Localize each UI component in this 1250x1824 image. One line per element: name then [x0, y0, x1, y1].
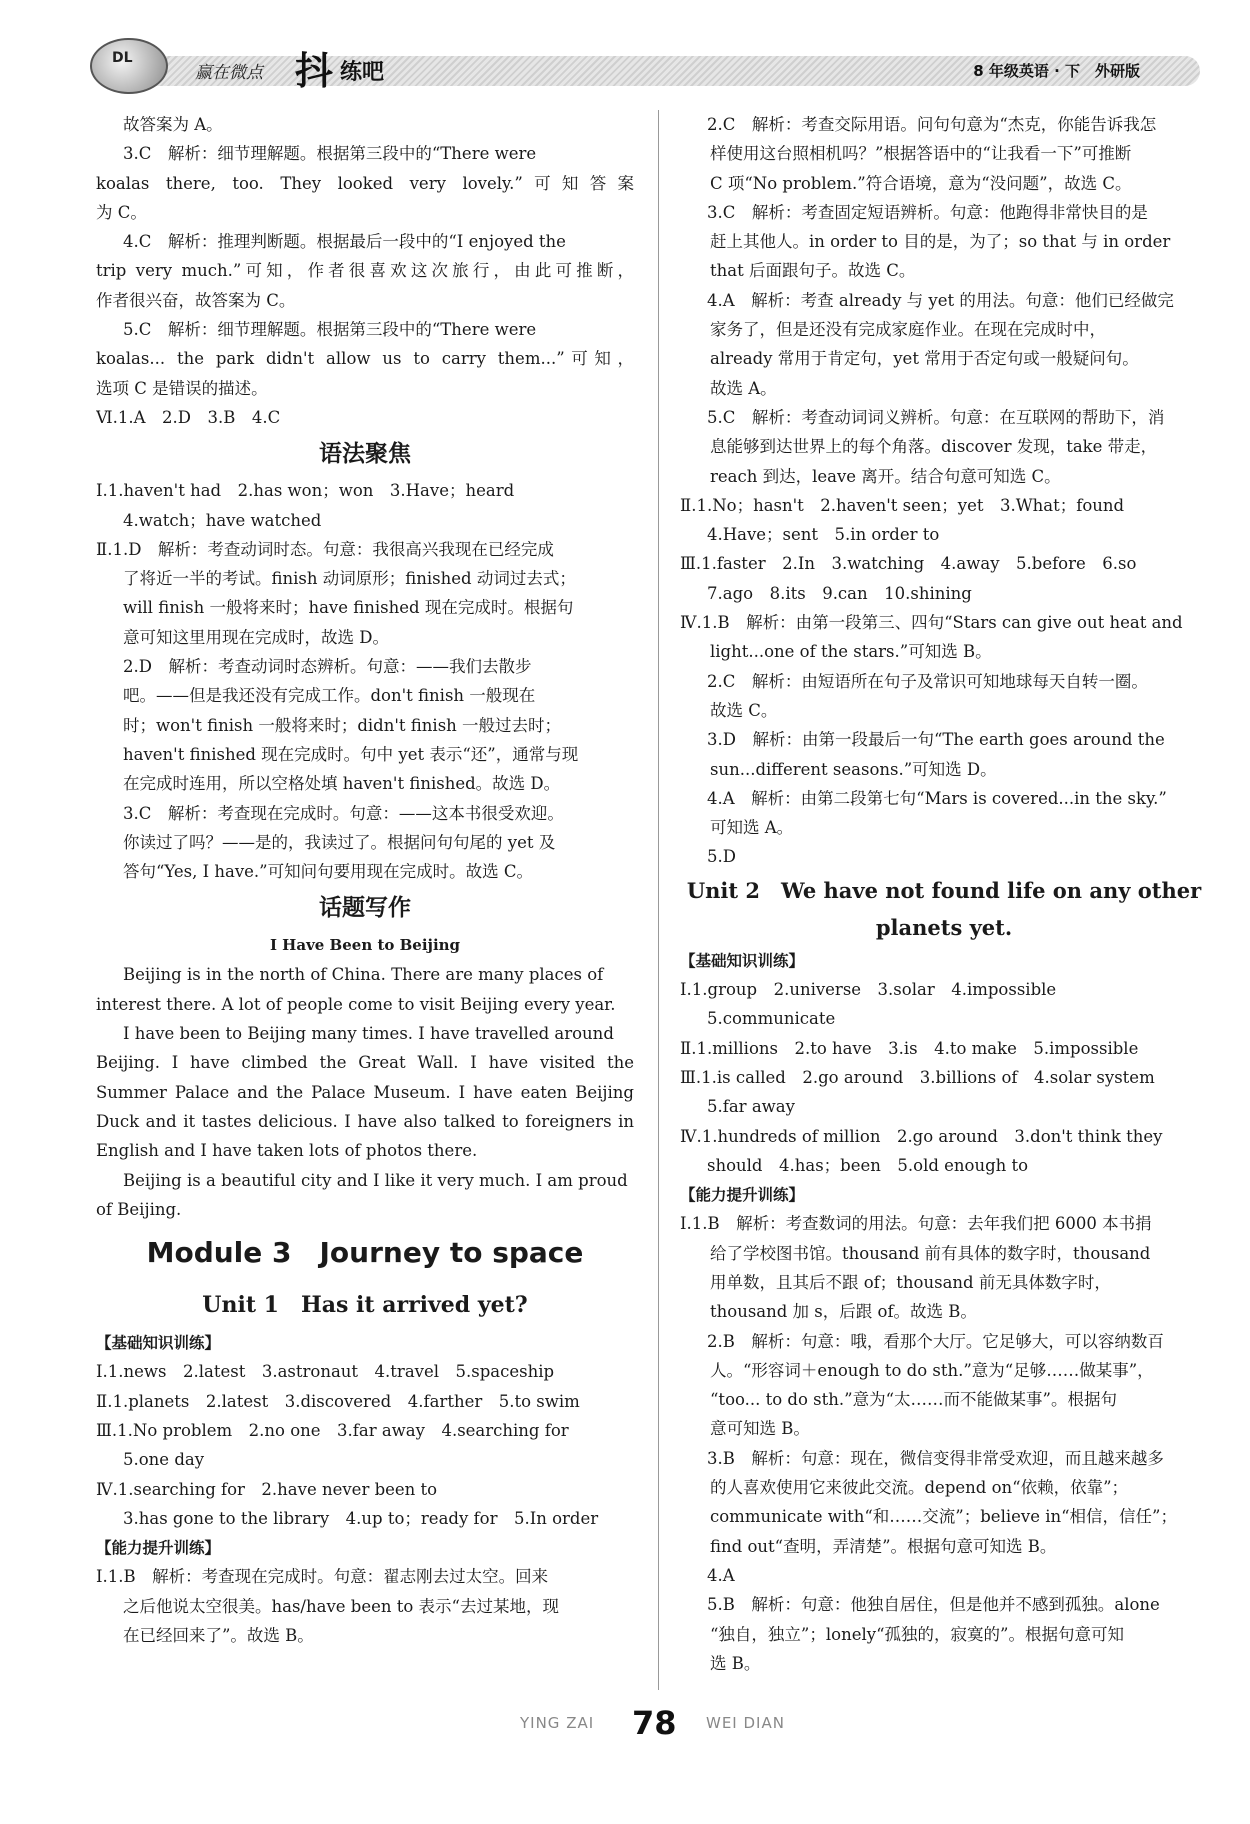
text-line: 3.has gone to the library 4.up to；ready for 5.In order: [123, 1508, 599, 1528]
header-slogan: 赢在微点: [195, 63, 263, 83]
text-line: 2.C 解析：考查交际用语。问句句意为“杰克，你能告诉我怎: [707, 115, 1157, 134]
text-line: 时；won't finish 一般将来时；didn't finish 一般过去时；: [123, 715, 562, 735]
text-line: 人。“形容词＋enough to do sth.”意为“足够……做某事”，: [710, 1360, 1154, 1380]
subsection-label: 【基础知识训练】: [96, 1333, 221, 1353]
text-line: 家务了，但是还没有完成家庭作业。在现在完成时中，: [710, 320, 1106, 340]
text-line: 用单数，且其后不跟 of；thousand 前无具体数字时，: [710, 1272, 1111, 1292]
text-line: 3.C 解析：考查固定短语辨析。句意：他跑得非常快目的是: [707, 202, 1148, 222]
section-title: 语法聚焦: [319, 440, 411, 468]
text-line: “独自，独立”；lonely“孤独的，寂寞的”。根据句意可知: [710, 1624, 1124, 1644]
text-line: 5.one day: [123, 1450, 205, 1470]
text-line: 吧。——但是我还没有完成工作。don't finish 一般现在: [123, 686, 536, 706]
text-line: 作者很兴奋，故答案为 C。: [96, 290, 296, 310]
text-line: 答句“Yes, I have.”可知问句要用现在完成时。故选 C。: [123, 862, 533, 882]
text-line: “too... to do sth.”意为“太……而不能做某事”。根据句: [710, 1390, 1117, 1410]
text-line: 为 C。: [96, 202, 147, 222]
column-divider: [658, 110, 659, 1690]
text-line: 故选 A。: [710, 378, 777, 398]
page-header: [90, 38, 1200, 93]
unit-title: Unit 2 We have not found life on any other: [686, 877, 1202, 903]
text-line: 7.ago 8.its 9.can 10.shining: [707, 583, 972, 603]
unit-title: Unit 1 Has it arrived yet?: [202, 1292, 528, 1319]
module-title: Module 3 Journey to space: [146, 1236, 584, 1270]
header-brand-sub: 练吧: [340, 59, 385, 85]
text-line: 意可知选 B。: [710, 1419, 810, 1439]
text-line: already 常用于肯定句，yet 常用于否定句或一般疑问句。: [710, 349, 1139, 369]
text-line: thousand 加 s，后跟 of。故选 B。: [710, 1302, 977, 1322]
subsection-label: 【基础知识训练】: [680, 950, 805, 970]
text-line: reach 到达，leave 离开。结合句意可知选 C。: [710, 466, 1061, 486]
text-line: Ⅳ.1.hundreds of million 2.go around 3.don't think they: [680, 1126, 1163, 1146]
footer-right-text: WEI DIAN: [706, 1714, 785, 1732]
text-line: light...one of the stars.”可知选 B。: [710, 642, 992, 662]
text-line: 了将近一半的考试。finish 动词原形；finished 动词过去式；: [123, 569, 576, 589]
text-line: 3.C 解析：考查现在完成时。句意：——这本书很受欢迎。: [123, 803, 564, 823]
text-line: 4.A 解析：由第二段第七句“Mars is covered...in the sky.”: [707, 788, 1167, 808]
text-line: should 4.has；been 5.old enough to: [707, 1155, 1029, 1175]
text-line: Ⅰ.1.B 解析：考查数词的用法。句意：去年我们把 6000 本书捐: [680, 1214, 1152, 1234]
text-line: Ⅳ.1.searching for 2.have never been to: [96, 1479, 438, 1499]
text-line: haven't finished 现在完成时。句中 yet 表示“还”，通常与现: [123, 744, 579, 764]
text-line: 5.D: [707, 847, 736, 867]
footer-left-text: YING ZAI: [520, 1714, 595, 1732]
text-line: Ⅱ.1.D 解析：考查动词时态。句意：我很高兴我现在已经完成: [96, 539, 554, 559]
section-title: 话题写作: [319, 894, 411, 922]
text-line: 5.B 解析：句意：他独自居住，但是他并不感到孤独。alone: [707, 1595, 1160, 1615]
text-line: that 后面跟句子。故选 C。: [710, 261, 916, 281]
text-line: 在完成时连用，所以空格处填 haven't finished。故选 D。: [123, 774, 561, 794]
text-line: 4.Have；sent 5.in order to: [707, 525, 940, 545]
text-line: Beijing. I have climbed the Great Wall. I have visited the: [96, 1053, 634, 1073]
text-line: 2.B 解析：句意：哦，看那个大厅。它足够大，可以容纳数百: [707, 1331, 1164, 1351]
text-line: will finish 一般将来时；have finished 现在完成时。根据句: [123, 598, 574, 618]
text-line: communicate with“和……交流”；believe in“相信，信任”；: [710, 1507, 1177, 1527]
text-line: 4.A 解析：考查 already 与 yet 的用法。句意：他们已经做完: [707, 290, 1174, 310]
text-line: 你读过了吗？——是的，我读过了。根据问句句尾的 yet 及: [123, 832, 556, 852]
subsection-label: 【能力提升训练】: [96, 1538, 221, 1558]
text-line: 之后他说太空很美。has/have been to 表示“去过某地，现: [123, 1596, 559, 1616]
text-line: of Beijing.: [96, 1199, 182, 1219]
text-line: I have been to Beijing many times. I have travelled around: [123, 1024, 614, 1044]
text-line: 3.D 解析：由第一段最后一句“The earth goes around the: [707, 730, 1165, 750]
text-line: 选项 C 是错误的描述。: [96, 378, 268, 398]
text-line: Ⅵ.1.A 2.D 3.B 4.C: [96, 407, 281, 427]
text-line: 的人喜欢使用它来彼此交流。depend on“依赖，依靠”；: [710, 1478, 1129, 1498]
text-line: Ⅱ.1.planets 2.latest 3.discovered 4.farther 5.to swim: [96, 1391, 580, 1411]
text-line: 选 B。: [710, 1653, 761, 1673]
text-line: 4.A: [707, 1565, 735, 1585]
text-line: Summer Palace and the Palace Museum. I have eaten Beijing: [96, 1082, 634, 1102]
text-line: Ⅳ.1.B 解析：由第一段第三、四句“Stars can give out heat and: [680, 613, 1183, 633]
text-line: trip very much.”可知，作者很喜欢这次旅行，由此可推断，: [96, 261, 634, 281]
text-line: 5.communicate: [707, 1009, 836, 1029]
text-line: 5.far away: [707, 1097, 795, 1117]
text-line: Ⅰ.1.news 2.latest 3.astronaut 4.travel 5.spaceship: [96, 1362, 555, 1382]
text-line: 故选 C。: [710, 700, 778, 720]
text-line: koalas there, too. They looked very lovely.”可知答案: [96, 173, 634, 193]
text-line: 故答案为 A。: [123, 115, 223, 134]
text-line: sun...different seasons.”可知选 D。: [710, 759, 997, 779]
text-line: Ⅰ.1.haven't had 2.has won；won 3.Have；heard: [96, 481, 515, 501]
text-line: Ⅱ.1.No；hasn't 2.haven't seen；yet 3.What；found: [680, 495, 1125, 515]
text-line: 4.C 解析：推理判断题。根据最后一段中的“I enjoyed the: [123, 232, 566, 252]
text-line: English and I have taken lots of photos there.: [96, 1141, 478, 1161]
text-line: 在已经回来了”。故选 B。: [123, 1626, 314, 1646]
text-line: 给了学校图书馆。thousand 前有具体的数字时，thousand: [710, 1243, 1151, 1263]
text-line: 息能够到达世界上的每个角落。discover 发现，take 带走，: [710, 437, 1158, 457]
text-line: 可知选 A。: [710, 818, 794, 838]
text-line: 2.D 解析：考查动词时态辨析。句意：——我们去散步: [123, 657, 532, 677]
text-line: 5.C 解析：细节理解题。根据第三段中的“There were: [123, 320, 537, 340]
text-line: find out“查明，弄清楚”。根据句意可知选 B。: [710, 1536, 1057, 1556]
text-line: interest there. A lot of people come to visit Beijing every year.: [96, 994, 616, 1014]
text-line: Beijing is in the north of China. There are many places of: [123, 965, 604, 985]
text-line: Duck and it tastes delicious. I have also talked to foreigners in: [96, 1111, 634, 1131]
logo-text: DL: [112, 50, 133, 66]
unit-title: planets yet.: [875, 914, 1013, 940]
text-line: 3.C 解析：细节理解题。根据第三段中的“There were: [123, 144, 537, 164]
logo-icon: [90, 38, 168, 94]
text-line: Ⅲ.1.No problem 2.no one 3.far away 4.searching for: [96, 1420, 569, 1440]
left-column: [96, 110, 634, 1650]
text-line: 2.C 解析：由短语所在句子及常识可知地球每天自转一圈。: [707, 671, 1148, 691]
text-line: 4.watch；have watched: [123, 510, 322, 530]
subsection-label: 【能力提升训练】: [680, 1185, 805, 1205]
text-line: koalas... the park didn't allow us to carry them...”可知，: [96, 349, 634, 369]
essay-title: I Have Been to Beijing: [269, 936, 461, 955]
text-line: 3.B 解析：句意：现在，微信变得非常受欢迎，而且越来越多: [707, 1448, 1164, 1468]
text-line: Ⅲ.1.faster 2.In 3.watching 4.away 5.before 6.so: [680, 554, 1137, 574]
text-line: Ⅰ.1.group 2.universe 3.solar 4.impossible: [680, 980, 1057, 1000]
grade-info: 8 年级英语 · 下 外研版: [973, 62, 1140, 80]
text-line: 样使用这台照相机吗？”根据答语中的“让我看一下”可推断: [710, 144, 1132, 164]
page-number: 78: [632, 1704, 677, 1742]
right-column: [680, 110, 1208, 1678]
text-line: Ⅲ.1.is called 2.go around 3.billions of 4.solar system: [680, 1067, 1155, 1087]
text-line: Ⅱ.1.millions 2.to have 3.is 4.to make 5.impossible: [680, 1038, 1139, 1058]
text-line: 赶上其他人。in order to 目的是，为了；so that 与 in order: [710, 232, 1171, 252]
text-line: C 项“No problem.”符合语境，意为“没问题”，故选 C。: [710, 173, 1132, 193]
text-line: 意可知这里用现在完成时，故选 D。: [123, 627, 389, 647]
text-line: Ⅰ.1.B 解析：考查现在完成时。句意：翟志刚去过太空。回来: [96, 1567, 549, 1587]
text-line: Beijing is a beautiful city and I like it very much. I am proud: [123, 1170, 628, 1190]
text-line: 5.C 解析：考查动词词义辨析。句意：在互联网的帮助下，消: [707, 407, 1165, 427]
header-brand: 抖: [295, 49, 332, 93]
